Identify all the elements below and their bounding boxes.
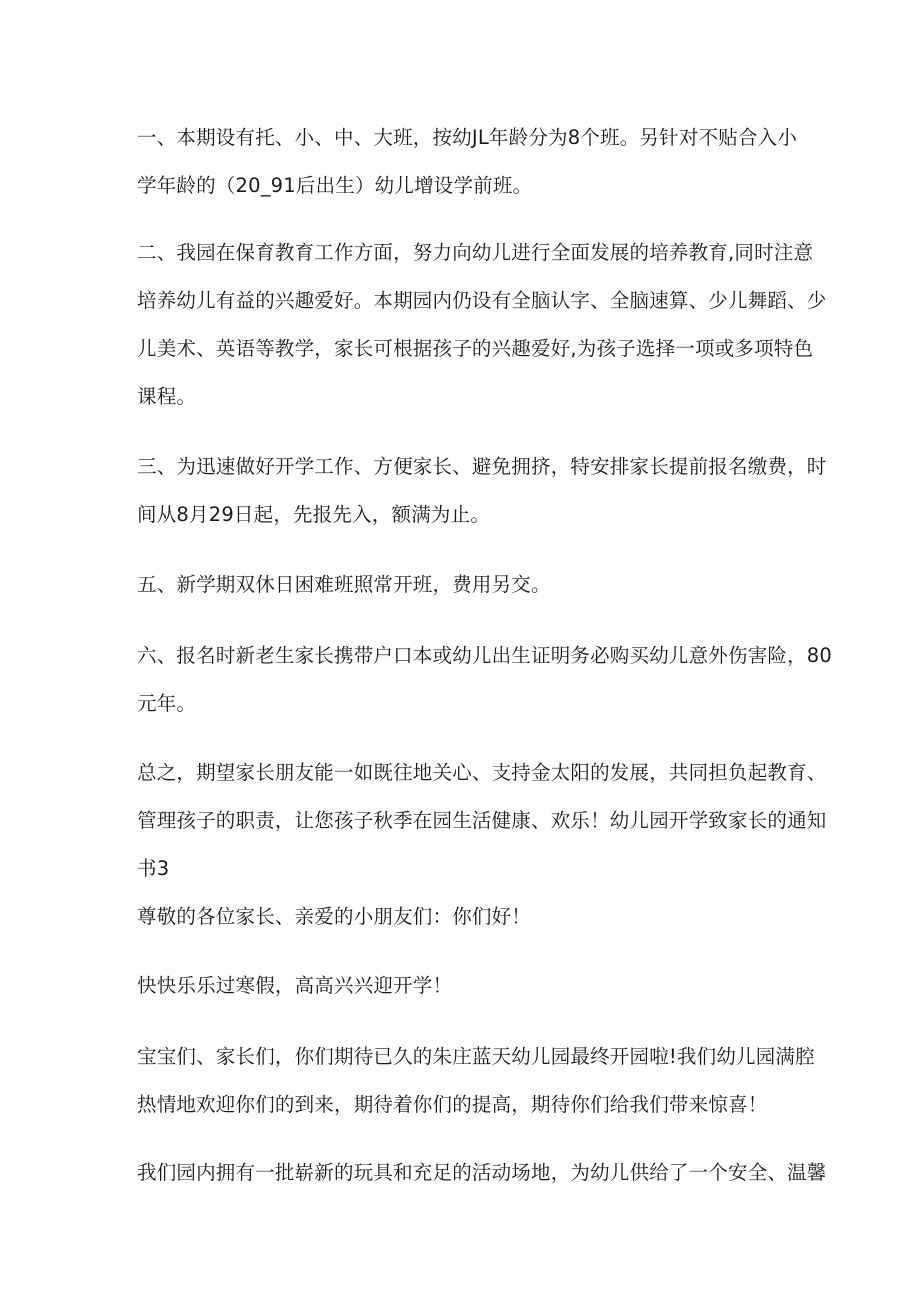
text-line: 宝宝们、家长们，你们期待已久的朱庄蓝天幼儿园最终开园啦!我们幼儿园满腔: [137, 1045, 815, 1068]
text-line: 一、本期设有托、小、中、大班，按幼JL年龄分为8个班。另针对不贴合入小: [137, 126, 798, 149]
text-line: 五、新学期双休日困难班照常开班，费用另交。: [137, 573, 551, 596]
text-line: 总之，期望家长朋友能一如既往地关心、支持金太阳的发展，共同担负起教育、: [137, 761, 827, 784]
text-line: 热情地欢迎你们的到来，期待着你们的提高，期待你们给我们带来惊喜！: [137, 1093, 768, 1116]
text-line: 课程。: [137, 385, 197, 408]
text-line: 书3: [137, 857, 170, 880]
text-line: 三、为迅速做好开学工作、方便家长、避免拥挤，特安排家长提前报名缴费，时: [137, 455, 827, 478]
text-line: 管理孩子的职责，让您孩子秋季在园生活健康、欢乐！幼儿园开学致家长的通知: [137, 809, 827, 832]
paragraph-7: [137, 749, 827, 941]
text-line: 尊敬的各位家长、亲爱的小朋友们：你们好！: [137, 905, 532, 928]
text-line: 元年。: [137, 692, 197, 715]
text-line: 间从8月29日起，先报先入，额满为止。: [137, 503, 491, 526]
text-line: 六、报名时新老生家长携带户口本或幼儿出生证明务必购买幼儿意外伤害险，80: [137, 644, 833, 667]
paragraph-1: [137, 114, 797, 210]
paragraph-6: [137, 632, 833, 728]
paragraph-5: [137, 561, 797, 609]
paragraph-9: [137, 1033, 815, 1129]
text-line: 学年龄的（20_91后出生）幼儿增设学前班。: [137, 174, 533, 197]
paragraph-3: [137, 443, 827, 539]
text-line: 我们园内拥有一批崭新的玩具和充足的活动场地，为幼儿供给了一个安全、温馨: [137, 1161, 827, 1184]
text-line: 儿美术、英语等教学，家长可根据孩子的兴趣爱好,为孩子选择一项或多项特色: [137, 337, 814, 360]
text-line: 快快乐乐过寒假，高高兴兴迎开学！: [137, 974, 453, 997]
paragraph-10: [137, 1149, 827, 1197]
paragraph-8: [137, 962, 797, 1010]
paragraph-2: [137, 229, 827, 421]
text-line: 二、我园在保育教育工作方面，努力向幼儿进行全面发展的培养教育,同时注意: [137, 241, 814, 264]
text-line: 培养幼儿有益的兴趣爱好。本期园内仍设有全脑认字、全脑速算、少儿舞蹈、少: [137, 289, 827, 312]
